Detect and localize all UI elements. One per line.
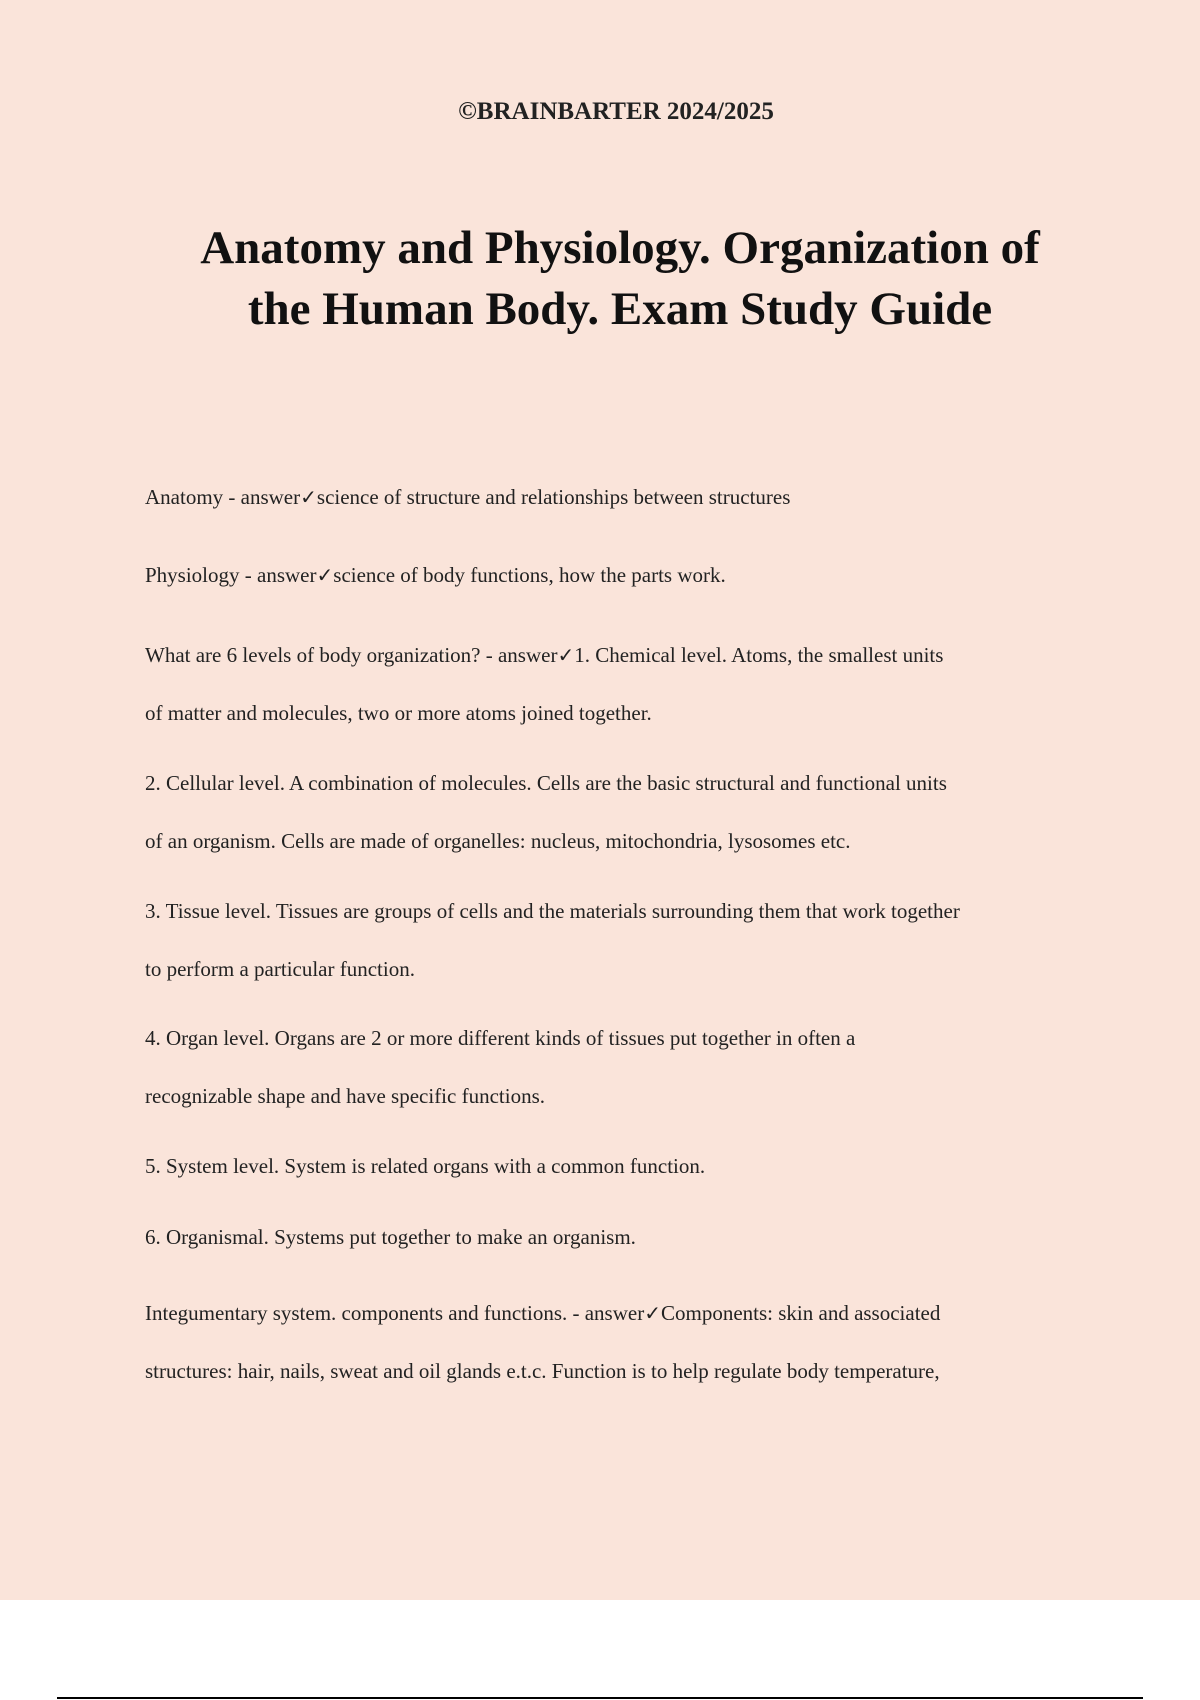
qa-line xyxy=(145,643,943,668)
answer-text: Components: skin and associated xyxy=(660,1301,941,1325)
footer-divider xyxy=(57,1697,1143,1699)
paragraph-line: recognizable shape and have specific functions. xyxy=(145,1084,545,1108)
qa-levels-of-organization xyxy=(145,643,943,726)
qa-line xyxy=(145,1301,940,1326)
paragraph-line: 5. System level. System is related organs with a common function. xyxy=(145,1154,706,1178)
level-system xyxy=(145,1154,705,1179)
paragraph-line: 2. Cellular level. A combination of molecules. Cells are the basic structural and functional units xyxy=(145,771,947,795)
qa-integumentary-system xyxy=(145,1301,940,1384)
paragraph-line: to perform a particular function. xyxy=(145,957,415,981)
question-text: What are 6 levels of body organization? - answer xyxy=(145,643,558,667)
level-organ xyxy=(145,1026,855,1109)
paragraph-line: 4. Organ level. Organs are 2 or more different kinds of tissues put together in often a xyxy=(145,1026,856,1050)
answer-text: 1. Chemical level. Atoms, the smallest units xyxy=(574,643,944,667)
question-text: Anatomy - answer xyxy=(145,485,301,509)
qa-anatomy xyxy=(145,485,790,510)
answer-continuation: structures: hair, nails, sweat and oil glands e.t.c. Function is to help regulate body temperature, xyxy=(145,1359,940,1383)
title-line-2: the Human Body. Exam Study Guide xyxy=(247,283,993,335)
qa-line xyxy=(145,563,726,588)
question-text: Physiology - answer xyxy=(145,563,317,587)
answer-text: science of body functions, how the parts work. xyxy=(333,563,726,587)
answer-text: science of structure and relationships between structures xyxy=(316,485,791,509)
paragraph-line: of an organism. Cells are made of organelles: nucleus, mitochondria, lysosomes etc. xyxy=(145,829,851,853)
document-title xyxy=(160,218,1080,340)
checkmark-icon: ✓ xyxy=(644,1301,661,1325)
checkmark-icon: ✓ xyxy=(557,643,575,667)
answer-continuation: of matter and molecules, two or more atoms joined together. xyxy=(145,701,652,725)
title-line-1: Anatomy and Physiology. Organization of xyxy=(200,222,1040,274)
level-tissue xyxy=(145,899,960,982)
qa-line xyxy=(145,485,790,510)
qa-physiology xyxy=(145,563,726,588)
paragraph-line: 6. Organismal. Systems put together to make an organism. xyxy=(145,1225,636,1249)
checkmark-icon: ✓ xyxy=(300,485,317,509)
paragraph-line: 3. Tissue level. Tissues are groups of cells and the materials surrounding them that work together xyxy=(145,899,960,923)
level-cellular xyxy=(145,771,947,854)
checkmark-icon: ✓ xyxy=(316,563,334,587)
copyright-header: ©BRAINBARTER 2024/2025 xyxy=(458,98,774,125)
level-organismal xyxy=(145,1225,636,1250)
question-text: Integumentary system. components and functions. - answer xyxy=(145,1301,645,1325)
